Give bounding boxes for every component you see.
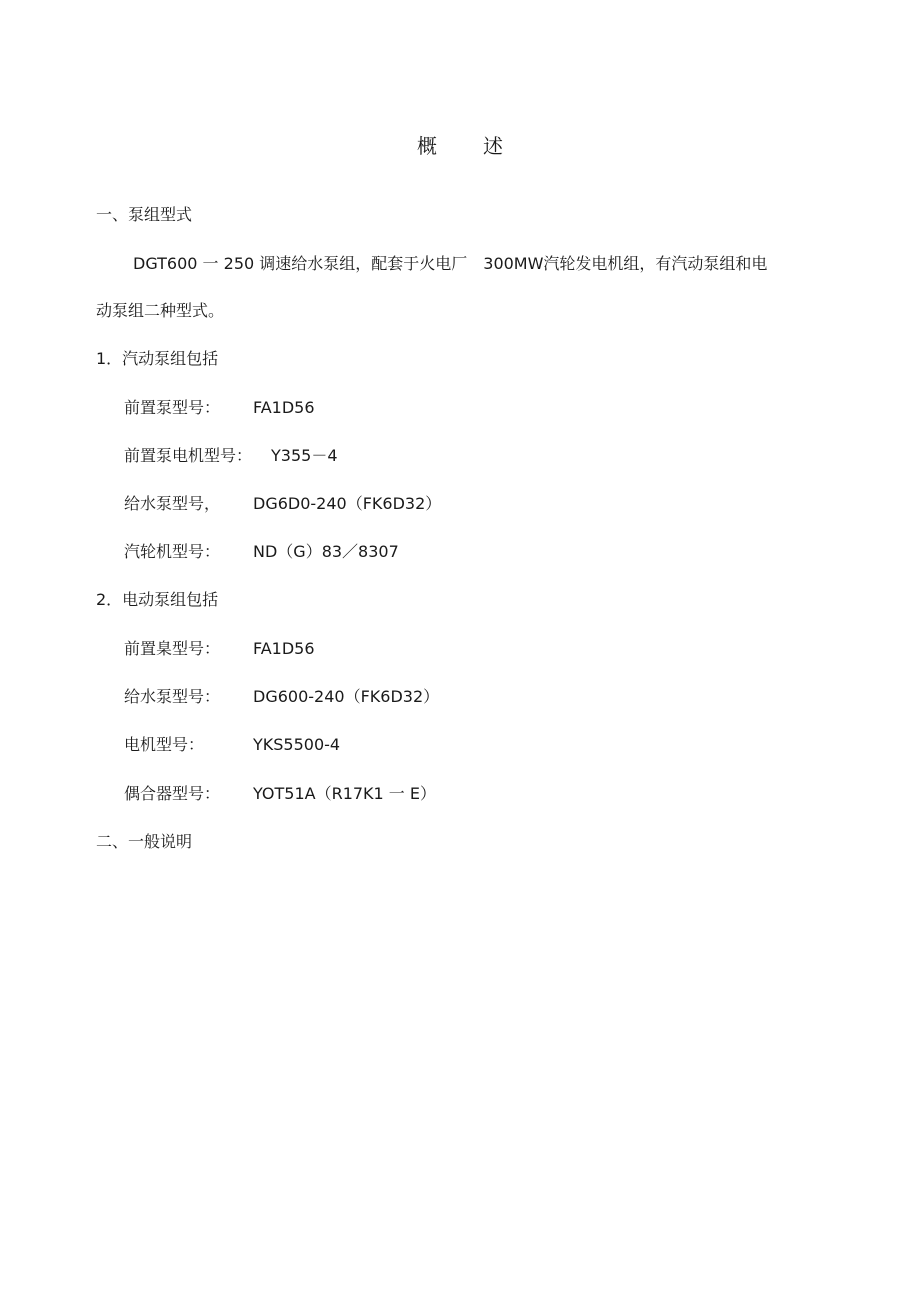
item-label: 给水泵型号，	[124, 494, 221, 513]
intro-line-1: DGT600 一 250 调速给水泵组，配套于火电厂 300MW汽轮发电机组，有汽动泵组和电	[133, 254, 768, 273]
item-value: YOT51A（R17K1 一 E）	[253, 784, 437, 803]
item-value: Y355－4	[271, 446, 338, 465]
intro-line-2: 动泵组二种型式。	[96, 301, 225, 320]
item-label: 偶合器型号：	[124, 784, 221, 803]
group-1-heading: 1．汽动泵组包括	[96, 349, 219, 368]
item-value: DG6D0-240（FK6D32）	[253, 494, 442, 513]
group-2-item	[124, 638, 724, 660]
section-2-heading: 二、一般说明	[96, 832, 193, 851]
item-label: 前置泵电机型号：	[124, 446, 253, 465]
group-2-heading: 2．电动泵组包括	[96, 590, 219, 609]
section-1-heading: 一、泵组型式	[96, 205, 193, 224]
item-value: FA1D56	[253, 398, 315, 417]
item-label: 汽轮机型号：	[124, 542, 221, 561]
item-value: ND（G）83／8307	[253, 542, 399, 561]
group-1-item	[124, 397, 724, 419]
group-2-item	[124, 686, 724, 708]
group-2-item	[124, 783, 724, 805]
item-value: DG600-240（FK6D32）	[253, 687, 440, 706]
item-label: 前置臬型号：	[124, 639, 221, 658]
title-char-2: 述	[483, 134, 503, 158]
item-value: YKS5500-4	[253, 735, 341, 754]
item-label: 电机型号：	[124, 735, 205, 754]
item-value: FA1D56	[253, 639, 315, 658]
group-1-item	[124, 493, 724, 515]
group-1-item	[124, 445, 724, 467]
title-char-1: 概	[417, 134, 437, 158]
item-label: 前置泵型号：	[124, 398, 221, 417]
group-1-item	[124, 541, 724, 563]
group-2-item	[124, 734, 724, 756]
page-title	[0, 130, 920, 159]
item-label: 给水泵型号：	[124, 687, 221, 706]
